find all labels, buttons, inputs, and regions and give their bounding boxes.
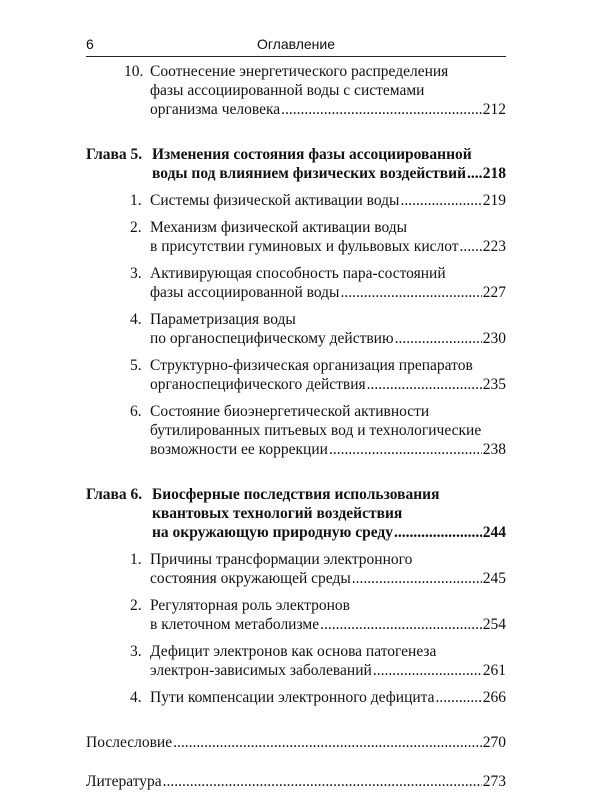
toc-line-text: Активирующая способность пара-состояний bbox=[150, 265, 446, 282]
dot-leader bbox=[340, 283, 481, 302]
toc-section bbox=[86, 642, 506, 680]
dot-leader bbox=[400, 191, 481, 210]
toc-number: 3. bbox=[130, 265, 142, 282]
toc-section bbox=[86, 218, 506, 256]
toc-line-text: в клеточном метаболизме bbox=[150, 616, 320, 633]
toc-number: Глава 5. bbox=[86, 146, 143, 163]
toc-line-text: Причины трансформации электронного bbox=[150, 551, 413, 568]
toc-line-text: фазы ассоциированной воды bbox=[150, 284, 340, 301]
toc-section bbox=[86, 550, 506, 588]
running-title: Оглавление bbox=[256, 36, 336, 52]
dot-leader bbox=[163, 772, 482, 791]
toc-number: Глава 6. bbox=[86, 486, 143, 503]
page-number: 6 bbox=[86, 36, 94, 52]
toc-line-text: Соотнесение энергетического распределения bbox=[150, 63, 449, 80]
toc-page-number: 270 bbox=[482, 734, 506, 751]
toc-line-text: на окружающую природную среду bbox=[152, 524, 393, 541]
toc-chapter bbox=[86, 145, 506, 183]
toc-top-entry bbox=[86, 772, 506, 791]
toc-page-number: 223 bbox=[482, 238, 506, 255]
toc-section bbox=[86, 191, 506, 210]
toc-line-text: в присутствии гуминовых и фульвовых кислот bbox=[150, 238, 459, 255]
toc-page-number: 238 bbox=[482, 441, 506, 458]
toc-number: 4. bbox=[130, 311, 142, 328]
dot-leader bbox=[352, 569, 482, 588]
toc-line-text: Изменения состояния фазы ассоциированной bbox=[152, 146, 472, 163]
toc-number: 3. bbox=[130, 643, 142, 660]
toc-page-number: 261 bbox=[482, 662, 506, 679]
toc-line-text: Параметризация воды bbox=[150, 311, 296, 328]
toc-page-number: 245 bbox=[482, 570, 506, 587]
toc-number: 10. bbox=[124, 63, 144, 80]
toc-line-text: Механизм физической активации воды bbox=[150, 219, 408, 236]
toc-number: 1. bbox=[130, 192, 142, 209]
dot-leader bbox=[467, 164, 482, 183]
toc-line-text: Регуляторная роль электронов bbox=[150, 597, 350, 614]
dot-leader bbox=[281, 100, 482, 119]
toc-page-number: 230 bbox=[482, 330, 506, 347]
toc-page-number: 227 bbox=[482, 284, 506, 301]
toc-number: 2. bbox=[130, 219, 142, 236]
toc-line-text: Дефицит электронов как основа патогенеза bbox=[150, 643, 437, 660]
toc-line-text: фазы ассоциированной воды с системами bbox=[150, 82, 425, 99]
toc-line-text: Пути компенсации электронного дефицита bbox=[150, 689, 435, 706]
dot-leader bbox=[460, 237, 482, 256]
toc-section bbox=[86, 264, 506, 302]
dot-leader bbox=[394, 523, 482, 542]
dot-leader bbox=[329, 440, 482, 459]
toc-section bbox=[86, 402, 506, 459]
dot-leader bbox=[367, 375, 482, 394]
toc-line-text: Биосферные последствия использования bbox=[152, 486, 440, 503]
toc-section bbox=[86, 62, 506, 119]
toc-page-number: 219 bbox=[482, 192, 506, 209]
toc-number: 2. bbox=[130, 597, 142, 614]
toc-page-number: 235 bbox=[482, 376, 506, 393]
toc-line-text: электрон-зависимых заболеваний bbox=[150, 662, 372, 679]
dot-leader bbox=[436, 688, 482, 707]
toc-number: 1. bbox=[130, 551, 142, 568]
toc-page-number: 218 bbox=[482, 165, 506, 182]
toc-line-text: организма человека bbox=[150, 101, 281, 118]
dot-leader bbox=[395, 329, 482, 348]
toc-line-text: возможности ее коррекции bbox=[150, 441, 328, 458]
toc-line-text: Структурно-физическая организация препаратов bbox=[150, 357, 473, 374]
toc-line-text: состояния окружающей среды bbox=[150, 570, 351, 587]
toc-line-text: воды под влиянием физических воздействий bbox=[152, 165, 467, 182]
dot-leader bbox=[173, 733, 482, 752]
page-header bbox=[86, 34, 506, 57]
toc-line-text: Состояние биоэнергетической активности bbox=[150, 403, 430, 420]
toc-chapter bbox=[86, 485, 506, 542]
toc-section bbox=[86, 356, 506, 394]
toc-line-text: бутилированных питьевых вод и технологические bbox=[150, 422, 482, 439]
toc-section bbox=[86, 596, 506, 634]
toc-section bbox=[86, 688, 506, 707]
dot-leader bbox=[320, 615, 482, 634]
toc-number: 4. bbox=[130, 689, 142, 706]
toc-line-text: Послесловие bbox=[86, 734, 173, 751]
toc-page-number: 212 bbox=[482, 101, 506, 118]
toc-line-text: Литература bbox=[86, 773, 162, 790]
toc-line-text: Системы физической активации воды bbox=[150, 192, 400, 209]
toc-section bbox=[86, 310, 506, 348]
table-of-contents bbox=[86, 62, 506, 799]
toc-line-text: органоспецифического действия bbox=[150, 376, 366, 393]
dot-leader bbox=[373, 661, 482, 680]
toc-page-number: 273 bbox=[482, 773, 506, 790]
toc-page-number: 244 bbox=[482, 524, 506, 541]
toc-page-number: 266 bbox=[482, 689, 506, 706]
toc-number: 6. bbox=[130, 403, 142, 420]
toc-top-entry bbox=[86, 733, 506, 752]
toc-page-number: 254 bbox=[482, 616, 506, 633]
toc-number: 5. bbox=[130, 357, 142, 374]
toc-line-text: квантовых технологий воздействия bbox=[152, 505, 403, 522]
toc-line-text: по органоспецифическому действию bbox=[150, 330, 394, 347]
